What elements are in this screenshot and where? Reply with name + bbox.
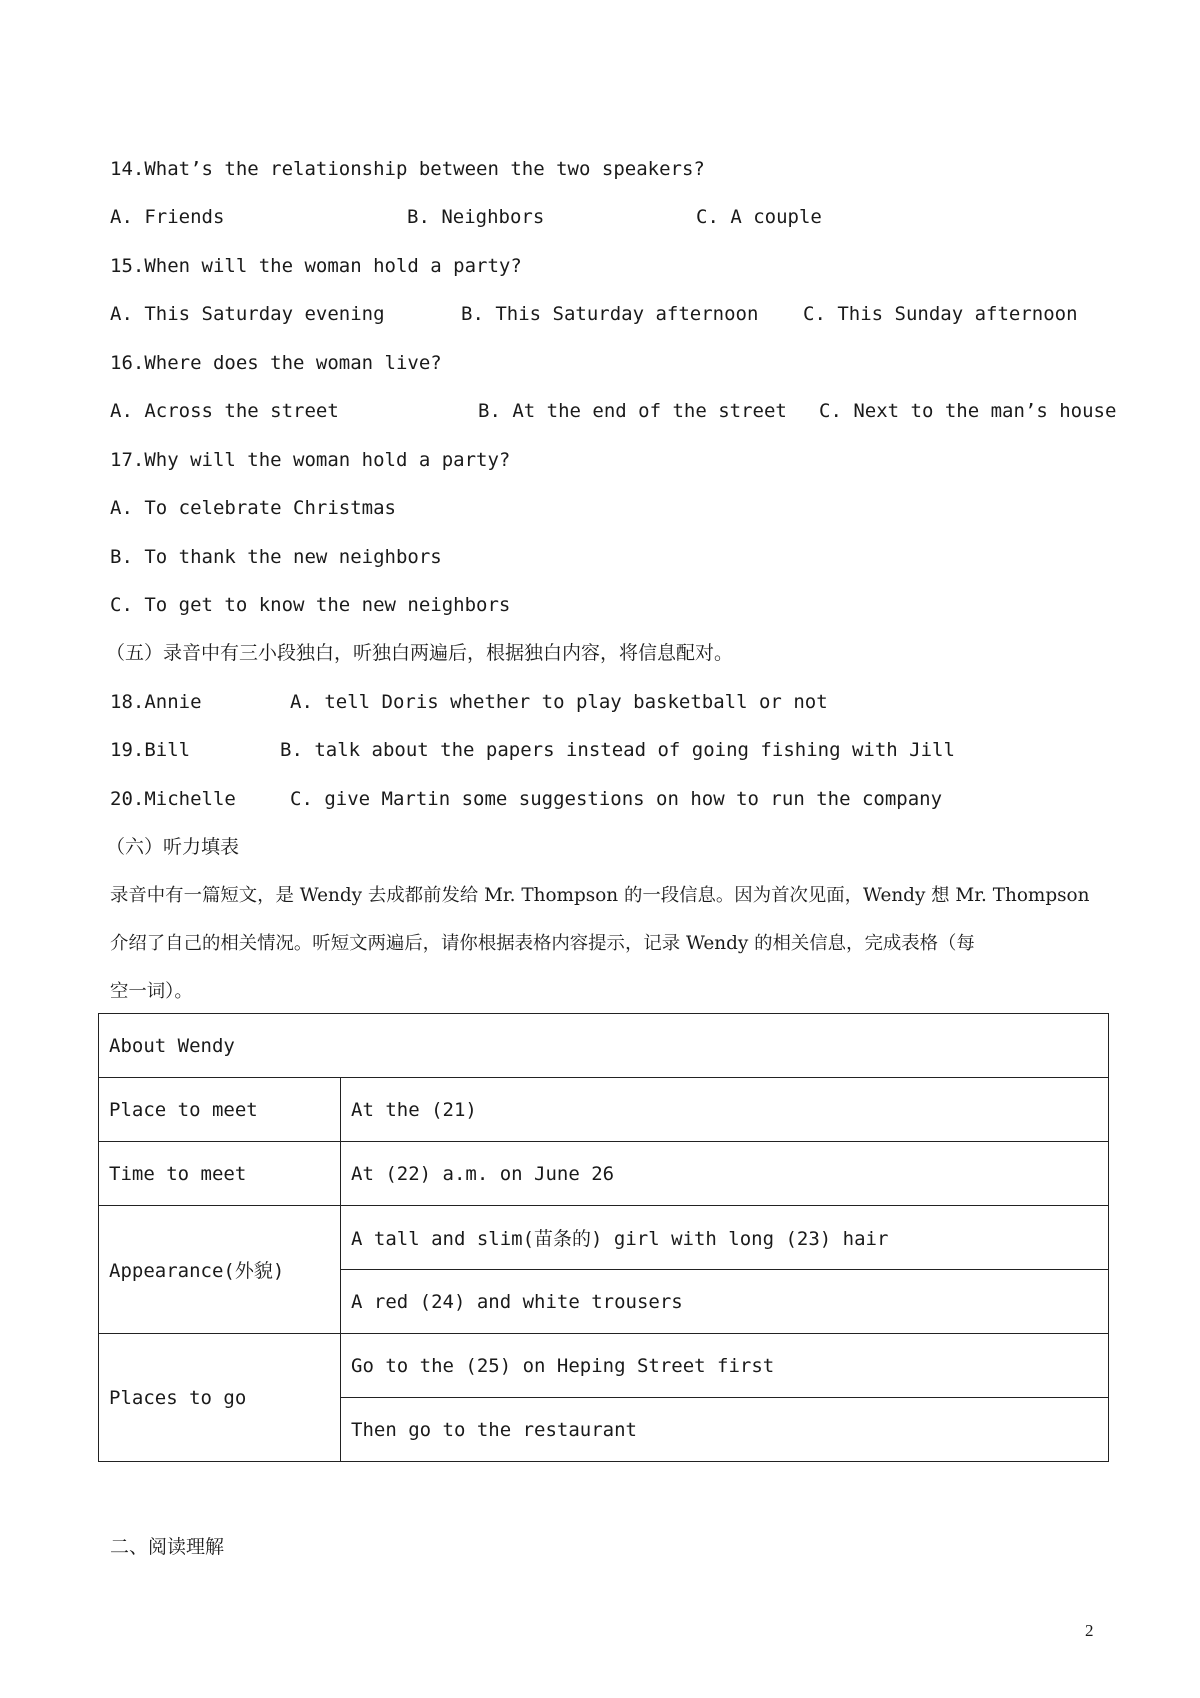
place-to-meet-label: Place to meet bbox=[99, 1078, 341, 1142]
q17-option-b: B. To thank the new neighbors bbox=[110, 546, 442, 568]
table-header: About Wendy bbox=[99, 1014, 1109, 1078]
match-option-b: B. talk about the papers instead of going fishing with Jill bbox=[280, 739, 955, 761]
section-6-instruction-line-3: 空一词）。 bbox=[110, 981, 193, 1002]
appearance-label: Appearance(外貌) bbox=[99, 1206, 341, 1334]
section-5-heading: （五）录音中有三小段独白，听独白两遍后，根据独白内容，将信息配对。 bbox=[106, 642, 734, 664]
question-16: 16.Where does the woman live? bbox=[110, 352, 442, 374]
section-6-instruction-line-1: 录音中有一篇短文，是 Wendy 去成都前发给 Mr. Thompson 的一段信息。因为首次见面，Wendy 想 Mr. Thompson bbox=[110, 885, 1090, 906]
q15-option-a: A. This Saturday evening bbox=[110, 303, 385, 325]
match-name-20: 20.Michelle bbox=[110, 788, 236, 810]
match-option-a: A. tell Doris whether to play basketball or not bbox=[290, 691, 828, 713]
places-to-go-label: Places to go bbox=[99, 1334, 341, 1462]
q14-option-a: A. Friends bbox=[110, 206, 225, 228]
appearance-value-1: A tall and slim(苗条的) girl with long (23) hair bbox=[341, 1206, 1109, 1270]
wendy-info-table bbox=[98, 1013, 1109, 1462]
place-to-meet-value: At the (21) bbox=[341, 1078, 1109, 1142]
section-6-heading: （六）听力填表 bbox=[106, 836, 240, 858]
section-6-instruction-line-2: 介绍了自己的相关情况。听短文两遍后，请你根据表格内容提示，记录 Wendy 的相关信息，完成表格（每 bbox=[110, 933, 975, 954]
q16-option-c: C. Next to the man’s house bbox=[819, 400, 1117, 422]
time-to-meet-label: Time to meet bbox=[99, 1142, 341, 1206]
match-name-18: 18.Annie bbox=[110, 691, 202, 713]
question-14: 14.What’s the relationship between the two speakers? bbox=[110, 158, 705, 180]
q16-option-a: A. Across the street bbox=[110, 400, 339, 422]
match-name-19: 19.Bill bbox=[110, 739, 191, 761]
appearance-value-2: A red (24) and white trousers bbox=[341, 1270, 1109, 1334]
question-15: 15.When will the woman hold a party? bbox=[110, 255, 522, 277]
question-17: 17.Why will the woman hold a party? bbox=[110, 449, 511, 471]
q15-option-b: B. This Saturday afternoon bbox=[461, 303, 759, 325]
q14-option-b: B. Neighbors bbox=[407, 206, 545, 228]
page-number: 2 bbox=[1085, 1621, 1094, 1640]
places-to-go-value-2: Then go to the restaurant bbox=[341, 1398, 1109, 1462]
places-to-go-value-1: Go to the (25) on Heping Street first bbox=[341, 1334, 1109, 1398]
q16-option-b: B. At the end of the street bbox=[478, 400, 787, 422]
q15-option-c: C. This Sunday afternoon bbox=[803, 303, 1078, 325]
match-option-c: C. give Martin some suggestions on how to run the company bbox=[290, 788, 943, 810]
q17-option-a: A. To celebrate Christmas bbox=[110, 497, 396, 519]
time-to-meet-value: At (22) a.m. on June 26 bbox=[341, 1142, 1109, 1206]
reading-section-heading: 二、阅读理解 bbox=[110, 1536, 225, 1558]
q17-option-c: C. To get to know the new neighbors bbox=[110, 594, 511, 616]
q14-option-c: C. A couple bbox=[696, 206, 822, 228]
